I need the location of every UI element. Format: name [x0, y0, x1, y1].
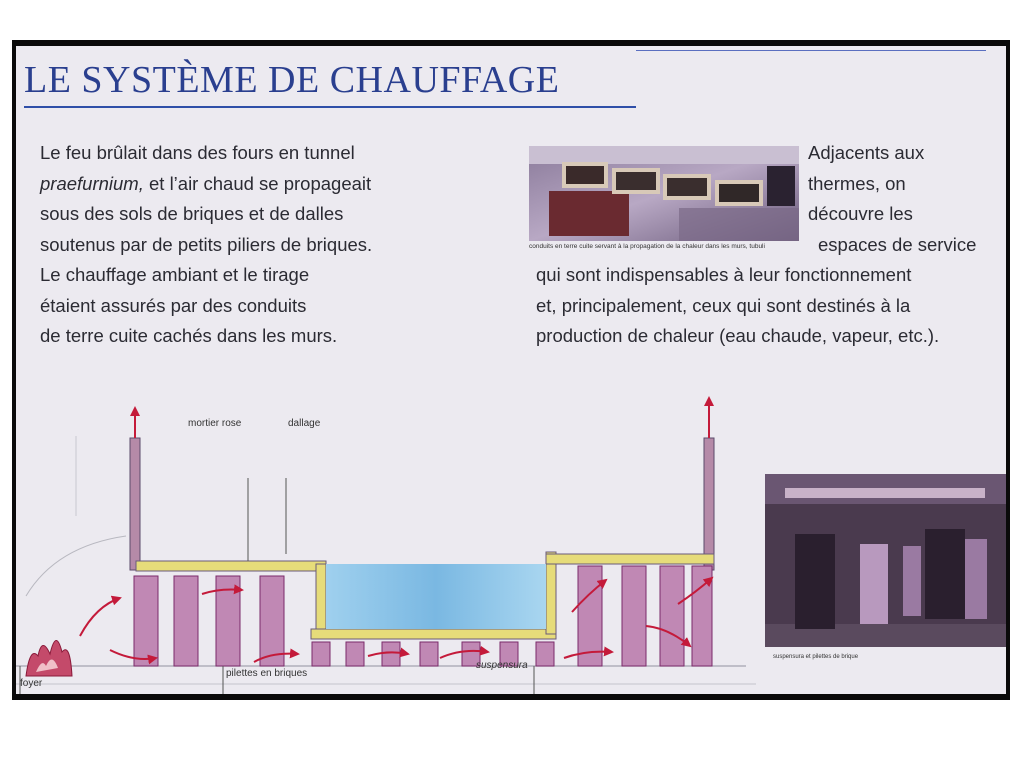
right-line-5: qui sont indispensables à leur fonctionnement [536, 264, 912, 285]
label-pilettes: pilettes en briques [226, 668, 308, 679]
left-line-3: sous des sols de briques et de dalles [40, 203, 344, 224]
left-line-1: Le feu brûlait dans des fours en tunnel [40, 142, 355, 163]
label-foyer: foyer [20, 678, 43, 689]
hypocaust-diagram [16, 366, 756, 694]
right-line-2: thermes, on [808, 172, 906, 194]
right-line-6: et, principalement, ceux qui sont destinés à la [536, 294, 911, 316]
left-line-7: de terre cuite cachés dans les murs. [40, 325, 338, 346]
label-suspensura: suspensura [476, 660, 528, 671]
right-line-7: production de chaleur (eau chaude, vapeur, etc.). [536, 325, 940, 346]
left-line-4: soutenus par de petits piliers de briques. [40, 233, 373, 255]
tubuli-photo [529, 146, 799, 241]
title-underline [24, 106, 636, 108]
right-paragraph-bottom [536, 260, 939, 352]
left-line-5: Le chauffage ambiant et le tirage [40, 264, 310, 285]
tubuli-photo-caption: conduits en terre cuite servant à la propagation de la chaleur dans les murs, tubuli [529, 243, 765, 250]
right-line-4: espaces de service [818, 233, 977, 255]
suspensura-photo-caption: suspensura et pilettes de brique [773, 654, 859, 660]
panel-title: LE SYSTÈME DE CHAUFFAGE [24, 59, 560, 101]
info-panel [16, 46, 1006, 694]
label-dallage: dallage [288, 418, 321, 429]
left-line-6: étaient assurés par des conduits [40, 294, 307, 316]
left-line-2-rest: et l’air chaud se propageait [143, 172, 372, 194]
right-line-3: découvre les [808, 203, 913, 224]
top-rule [636, 50, 986, 51]
right-paragraph-top [808, 138, 976, 260]
left-line-2 [40, 169, 372, 200]
right-line-1: Adjacents aux [808, 142, 925, 163]
label-mortier-rose: mortier rose [188, 418, 242, 429]
suspensura-photo [765, 474, 1006, 647]
left-paragraph [40, 138, 372, 352]
praefurnium-word: praefurnium, [40, 172, 144, 194]
